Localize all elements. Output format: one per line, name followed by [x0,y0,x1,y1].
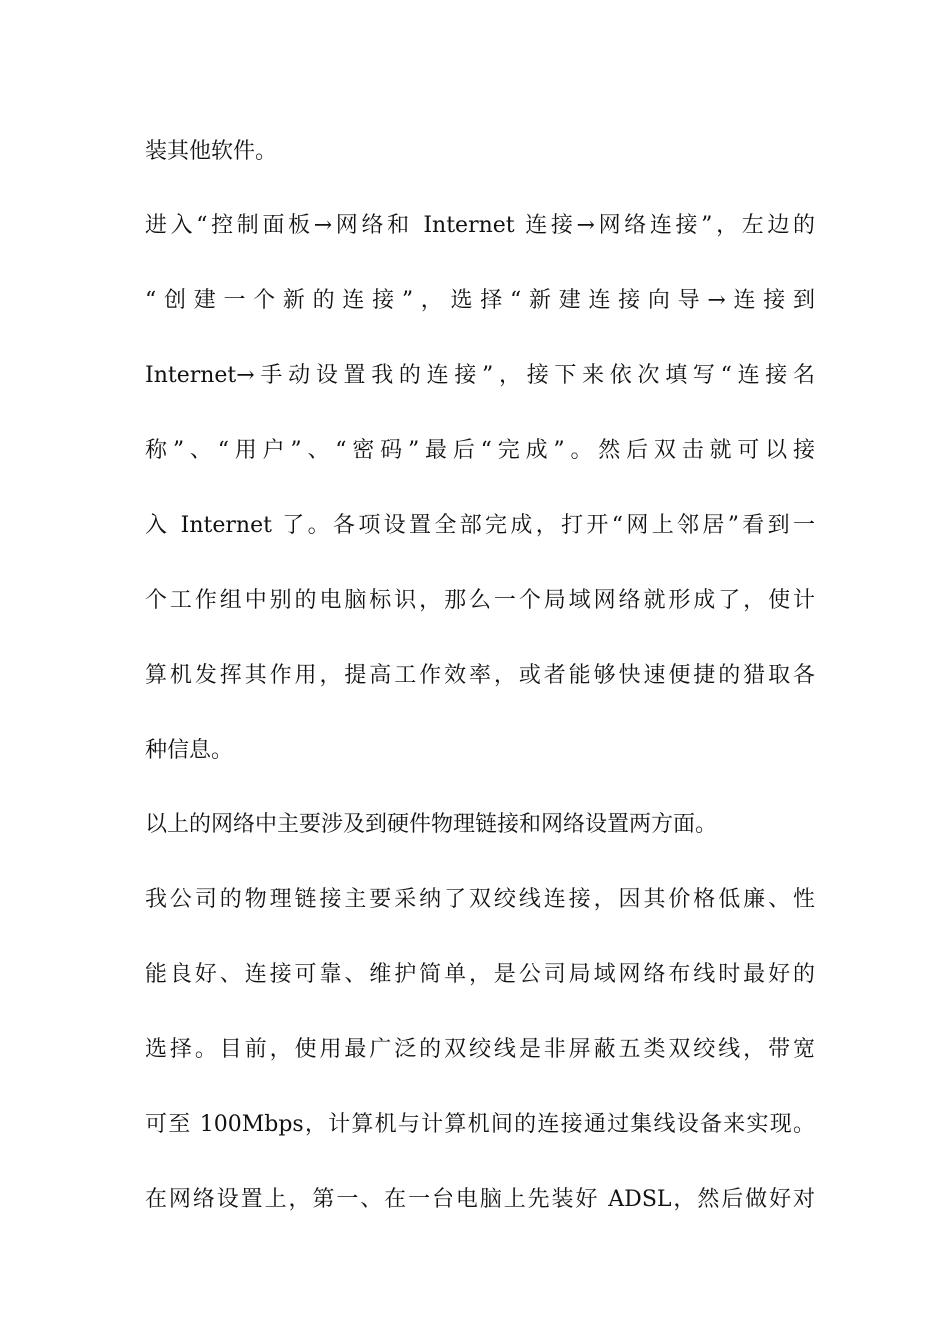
text-line-8: 算机发挥其作用，提高工作效率，或者能够快速便捷的猎取各 [145,663,815,688]
text-line-9: 种信息。 [145,738,234,763]
text-line-3: “创建一个新的连接”，选择“新建连接向导→连接到 [145,288,815,313]
text-line-2: 进入“控制面板→网络和 Internet 连接→网络连接”，左边的 [145,213,815,238]
text-line-4: Internet→手动设置我的连接”，接下来依次填写“连接名 [145,363,815,388]
text-line-10: 以上的网络中主要涉及到硬件物理链接和网络设置两方面。 [145,812,718,837]
text-line-11: 我公司的物理链接主要采纳了双绞线连接，因其价格低廉、性 [145,887,815,912]
text-line-5: 称”、“用户”、“密码”最后“完成”。然后双击就可以接 [145,438,815,463]
text-line-7: 个工作组中别的电脑标识，那么一个局域网络就形成了，使计 [145,588,815,613]
text-line-1: 装其他软件。 [145,139,278,164]
text-line-6: 入 Internet 了。各项设置全部完成，打开“网上邻居”看到一 [145,513,815,538]
text-line-12: 能良好、连接可靠、维护简单，是公司局域网络布线时最好的 [145,962,815,987]
text-line-13: 选择。目前，使用最广泛的双绞线是非屏蔽五类双绞线，带宽 [145,1037,815,1062]
text-line-15: 在网络设置上，第一、在一台电脑上先装好 ADSL，然后做好对 [145,1187,815,1212]
text-line-14: 可至 100Mbps，计算机与计算机间的连接通过集线设备来实现。 [145,1112,815,1137]
